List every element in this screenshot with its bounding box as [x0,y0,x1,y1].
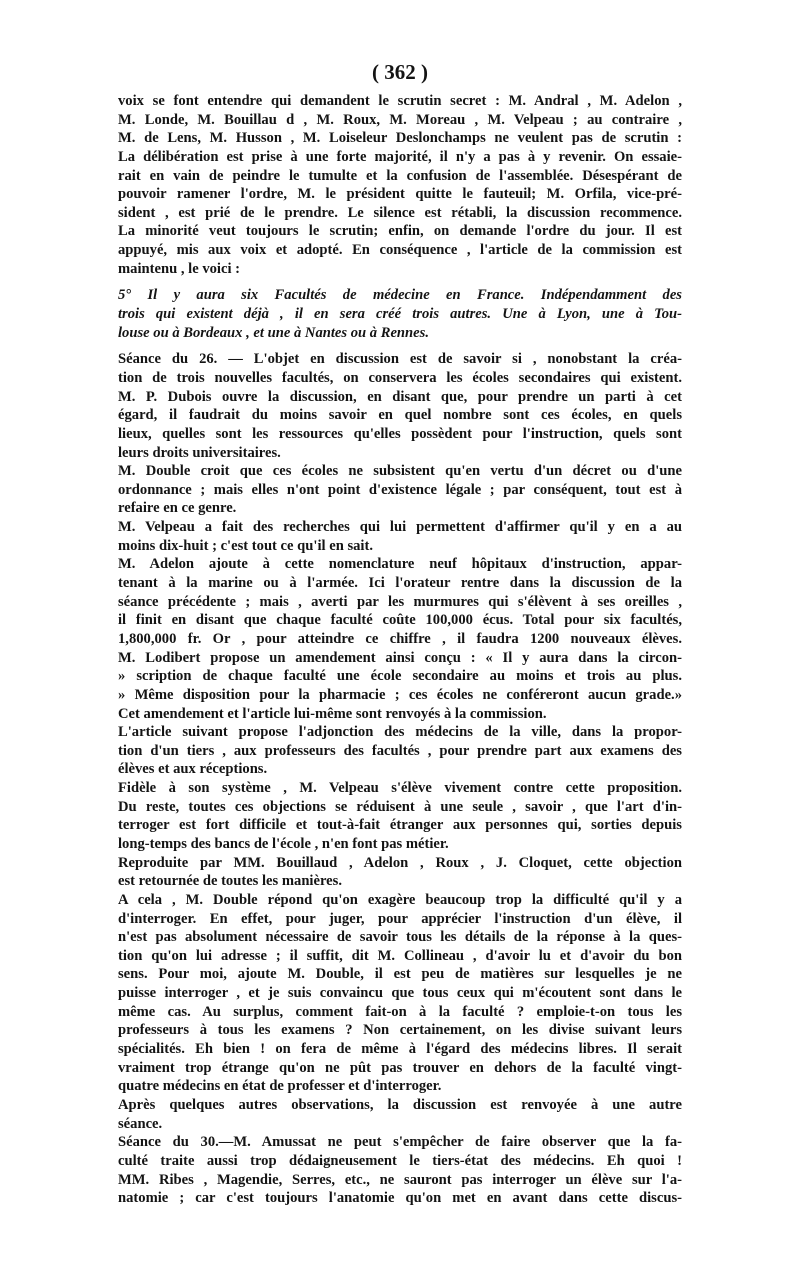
text-line: Reproduite par MM. Bouillaud , Adelon , Roux , J. Cloquet, cette objection [118,854,682,871]
text-line: spécialités. Eh bien ! on fera de même à l'égard des médecins libres. Il serait [118,1041,682,1058]
text-line: terroger est fort difficile et tout-à-fait étranger aux personnes qui, sorties depuis [118,817,682,834]
text-line: tion d'un tiers , aux professeurs des facultés , pour prendre part aux examens des [118,742,682,759]
text-line: ordonnance ; mais elles n'ont point d'existence légale ; par conséquent, tout est à [118,481,682,498]
text-line: maintenu , le voici : [118,260,241,277]
text-line: séance précédente ; mais , averti par les murmures qui s'élèvent à ses oreilles , [118,593,682,610]
text-line: 1,800,000 fr. Or , pour atteindre ce chiffre , il faudra 1200 nouveaux élèves. [118,630,682,647]
text-line: Séance du 30.—M. Amussat ne peut s'empêcher de faire observer que la fa- [118,1134,682,1151]
text-line: Cet amendement et l'article lui-même sont renvoyés à la commission. [118,705,547,722]
text-line: leurs droits universitaires. [118,444,281,461]
article-5-quote [118,286,682,342]
text-line: vraiment trop étrange qu'on ne pût pas trouver en dehors de la faculté vingt- [118,1059,682,1076]
text-line: tenant à la marine ou à l'armée. Ici l'orateur rentre dans la discussion de la [118,575,682,592]
text-line: Séance du 26. — L'objet en discussion est de savoir si , nonobstant la créa- [118,351,682,368]
text-line: est retournée de toutes les manières. [118,873,342,890]
text-line: » scription de chaque faculté une école secondaire au moins et trois au plus. [118,668,682,685]
text-line: élèves et aux réceptions. [118,761,268,778]
seance-reports [118,350,682,1207]
text-line: louse ou à Bordeaux , et une à Nantes ou à Rennes. [118,324,429,341]
text-line: séance. [118,1115,163,1132]
text-line: L'article suivant propose l'adjonction des médecins de la ville, dans la propor- [118,724,682,741]
body-text [118,92,682,1208]
text-line: A cela , M. Double répond qu'on exagère beaucoup trop la difficulté qu'il y a [118,891,682,908]
text-line: refaire en ce genre. [118,500,237,517]
text-line: Après quelques autres observations, la discussion est renvoyée à une autre [118,1096,682,1113]
text-line: rait en vain de peindre le tumulte et la confusion de l'assemblée. Désespérant de [118,167,682,184]
text-line: MM. Ribes , Magendie, Serres, etc., ne sauront pas interroger un élève sur l'a- [118,1171,682,1188]
text-line: M. de Lens, M. Husson , M. Loiseleur Deslonchamps ne veulent pas de scrutin : [118,130,682,147]
text-line: M. Lodibert propose un amendement ainsi conçu : « Il y aura dans la circon- [118,649,682,666]
text-line: M. Velpeau a fait des recherches qui lui permettent d'affirmer qu'il y en a au [118,519,682,536]
text-line: natomie ; car c'est toujours l'anatomie qu'on met en avant dans cette discus- [118,1190,682,1207]
spacer [118,342,682,350]
text-line: égard, il faudrait du moins savoir en quel nombre sont ces écoles, en quels [118,407,682,424]
text-line: culté traite aussi trop dédaigneusement le tiers-état des médecins. Eh quoi ! [118,1152,682,1169]
text-line: » Même disposition pour la pharmacie ; ces écoles ne conféreront aucun grade.» [118,686,682,703]
text-line: La minorité veut toujours le scrutin; enfin, on demande l'ordre du jour. Il est [118,223,682,240]
text-line: trois qui existent déjà , il en sera créé trois autres. Une à Lyon, une à Tou- [118,306,682,323]
text-line: pouvoir ramener l'ordre, M. le président quitte le fauteuil; M. Orfila, vice-pré- [118,186,682,203]
text-line: il finit en disant que chaque faculté coûte 100,000 écus. Total pour six facultés, [118,612,682,629]
text-line: professeurs à tous les examens ? Non certainement, on les divise suivant leurs [118,1022,682,1039]
text-line: Du reste, toutes ces objections se réduisent à une seule , savoir , que l'art d'in- [118,798,682,815]
text-line: n'est pas absolument nécessaire de savoir tous les détails de la réponse à la ques- [118,929,682,946]
text-line: M. Double croit que ces écoles ne subsistent qu'en vertu d'un décret ou d'une [118,463,682,480]
text-line: quatre médecins en état de professer et d'interroger. [118,1078,442,1095]
text-line: M. P. Dubois ouvre la discussion, en disant que, pour prendre un parti à cet [118,388,682,405]
text-line: La délibération est prise à une forte majorité, il n'y a pas à y revenir. On essaie- [118,148,682,165]
text-line: 5° Il y aura six Facultés de médecine en France. Indépendamment des [118,287,682,304]
text-line: puisse interroger , et je suis convaincu que tous ceux qui m'écoutent sont dans le [118,985,682,1002]
text-line: même cas. Au surplus, comment fait-on à la faculté ? emploie-t-on tous les [118,1003,682,1020]
text-line: tion qu'on lui adresse ; il suffit, dit M. Collineau , d'avoir lu et d'avoir du bon [118,947,682,964]
text-line: M. Adelon ajoute à cette nomenclature neuf hôpitaux d'instruction, appar- [118,556,682,573]
text-line: sident , est prié de le prendre. Le silence est rétabli, la discussion recommence. [118,204,682,221]
text-line: tion de trois nouvelles facultés, on conservera les écoles secondaires qui existent. [118,369,682,386]
page-number: ( 362 ) [372,60,428,84]
text-line: d'interroger. En effet, pour juger, pour apprécier l'instruction d'un élève, il [118,910,682,927]
text-line: Fidèle à son système , M. Velpeau s'élève vivement contre cette proposition. [118,780,682,797]
text-line: appuyé, mis aux voix et adopté. En conséquence , l'article de la commission est [118,242,682,259]
text-line: moins dix-huit ; c'est tout ce qu'il en sait. [118,537,373,554]
text-line: M. Londe, M. Bouillau d , M. Roux, M. Moreau , M. Velpeau ; au contraire , [118,111,682,128]
text-line: sens. Pour moi, ajoute M. Double, il est peu de matières sur lesquelles je ne [118,966,682,983]
text-line: lieux, quelles sont les ressources qu'elles possèdent pour l'instruction, quels sont [118,425,682,442]
text-line: long-temps des bancs de l'école , n'en font pas métier. [118,835,449,852]
spacer [118,278,682,286]
text-line: voix se font entendre qui demandent le scrutin secret : M. Andral , M. Adelon , [118,93,682,109]
paragraph-scrutin [118,92,682,278]
